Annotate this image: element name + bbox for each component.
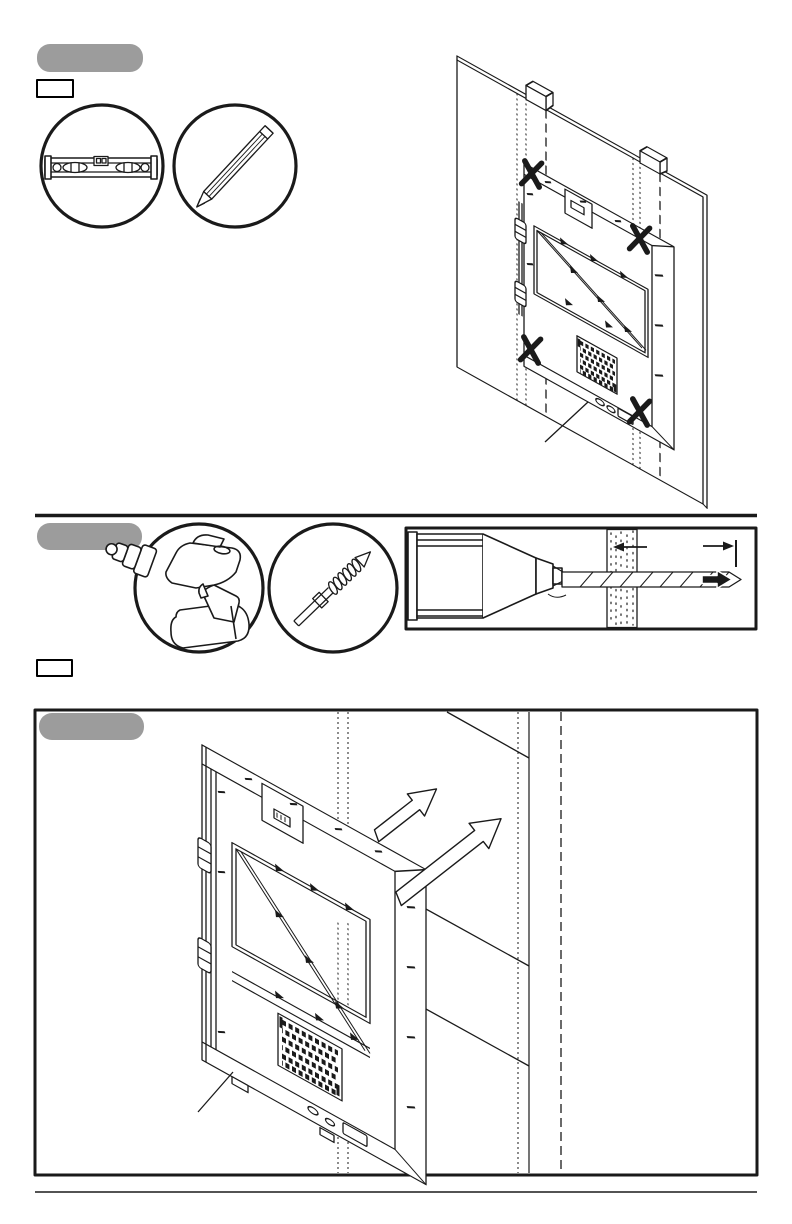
direction-arrow [366, 778, 445, 848]
wall-top-edge [447, 712, 529, 758]
step2-note-box [37, 660, 72, 676]
level-tool-circle [41, 105, 163, 227]
pencil-tool-circle [174, 105, 296, 227]
cordless-drill-icon [101, 533, 249, 648]
section-step2 [37, 523, 756, 676]
step1-badge [37, 44, 143, 72]
drill-bit-tool-circle [269, 524, 397, 652]
section-step1 [37, 39, 707, 508]
bubble-level-icon [45, 156, 157, 179]
right-depth-arrow [723, 542, 734, 551]
section-step3 [35, 710, 757, 1194]
figure-step1-wall-marking [457, 39, 707, 508]
inwall-box-large [198, 743, 426, 1194]
step1-note-box [37, 80, 73, 97]
tool-circle-border [269, 524, 397, 652]
drill-depth-diagram [406, 528, 756, 629]
step3-badge [39, 713, 144, 740]
drill-bit-icon [291, 546, 376, 628]
leader-line [198, 1072, 233, 1112]
chuck-drawing [408, 532, 563, 620]
pencil-icon [193, 126, 273, 211]
